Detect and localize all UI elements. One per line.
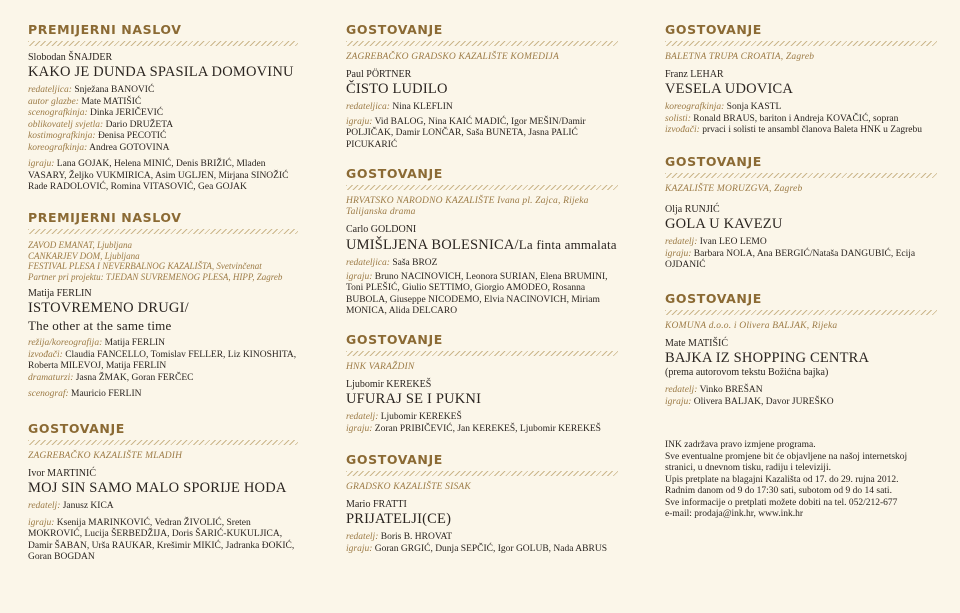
wavy-divider [665, 173, 937, 178]
notice-line: Sve eventualne promjene bit će objavljene na našoj internetskoj [665, 451, 908, 462]
credit-names: Andrea GOTOVINA [89, 142, 170, 153]
credits-list [28, 338, 298, 384]
credit-role: redatelj: [665, 237, 698, 247]
section-header: GOSTOVANJE [665, 154, 762, 169]
cast-list [346, 117, 618, 152]
credit-line [346, 258, 618, 270]
notice-line: stranici, u dnevnom tisku, radiju i televiziji. [665, 463, 831, 473]
notice-line: INK zadržava pravo izmjene programa. [665, 440, 816, 450]
play-title: KAKO JE DUNDA SPASILA DOMOVINU [28, 64, 294, 80]
credit-role: igraju: [665, 396, 692, 407]
subscription-notice [665, 440, 937, 521]
play-title: UFURAJ SE I PUKNI [346, 391, 482, 407]
credits-list [346, 258, 618, 270]
credit-role: redatelj: [665, 385, 698, 395]
section-header: GOSTOVANJE [346, 452, 443, 467]
section-header: GOSTOVANJE [346, 22, 443, 37]
company-name: ZAGREBAČKO GRADSKO KAZALIŠTE KOMEDIJA [346, 52, 559, 62]
wavy-divider [346, 185, 618, 190]
credit-role: izvođači: [28, 349, 63, 360]
notice-line: Radnim danom od 9 do 17:30 sati, subotom od 9 do 14 sati. [665, 486, 892, 496]
company-name: KAZALIŠTE MORUZGVA, Zagreb [665, 184, 803, 194]
credit-names: Mate MATIŠIĆ [81, 96, 142, 107]
wavy-divider [665, 310, 937, 315]
credit-names: Dinka JERIČEVIĆ [90, 108, 164, 118]
credit-names: Saša BROZ [392, 258, 438, 268]
play-author: Mate MATIŠIĆ [665, 338, 729, 349]
wavy-divider [665, 41, 937, 46]
company-name: GRADSKO KAZALIŠTE SISAK [346, 482, 471, 492]
play-author: Carlo GOLDONI [346, 224, 417, 235]
credits-list [665, 237, 937, 272]
cast-list [28, 518, 298, 564]
play-title-italian: La finta ammalata [518, 237, 617, 252]
credit-role: režija/koreografija: [28, 338, 103, 348]
play-title: ČISTO LUDILO [346, 81, 448, 97]
company-line: Partner pri projektu: TJEDAN SUVREMENOG PLESA, HIPP, Zagreb [28, 271, 283, 282]
credit-line [665, 385, 937, 397]
credit-line [28, 143, 298, 155]
section-header: GOSTOVANJE [346, 332, 443, 347]
wavy-divider [346, 351, 618, 356]
credit-role: kostimografkinja: [28, 131, 96, 141]
credit-names: Olivera BALJAK, Davor JUREŠKO [693, 396, 834, 407]
company-line: CANKARJEV DOM, Ljubljana [28, 250, 140, 261]
cast-role: igraju: [28, 159, 55, 169]
play-title: GOLA U KAVEZU [665, 216, 783, 232]
play-author: Slobodan ŠNAJDER [28, 52, 113, 63]
credit-names: Đenisa PECOTIĆ [97, 131, 167, 141]
play-title-main: UMIŠLJENA BOLESNICA/ [346, 237, 519, 253]
credit-line [665, 125, 937, 137]
section-header: PREMIJERNI NASLOV [28, 210, 182, 225]
credits-list [346, 532, 618, 555]
credit-line [346, 412, 618, 424]
credit-names: Janusz KICA [62, 501, 114, 511]
credit-line [28, 338, 298, 350]
credit-role: redateljica: [346, 258, 390, 268]
section-guest-komuna [665, 291, 937, 408]
section-header: GOSTOVANJE [665, 22, 762, 37]
credit-names: Jasna ŽMAK, Goran FERČEC [75, 372, 194, 383]
credit-names: Ljubomir KEREKEŠ [380, 412, 462, 422]
credit-role: redatelj: [28, 501, 61, 511]
section-header: GOSTOVANJE [346, 166, 443, 181]
credit-line [346, 532, 618, 544]
credit-role: redatelj: [346, 532, 379, 542]
play-title [346, 236, 618, 254]
cast-names: Vid BALOG, Nina KAIĆ MADIĆ, Igor MEŠIN/Damir POLJIČAK, Damir LONČAR, Saša BUNETA, Jasna PALIĆ PICUKARIĆ [346, 116, 586, 150]
cast-names: Bruno NACINOVICH, Leonora SURIAN, Elena BRUMINI, Toni PLEŠIĆ, Giulio SETTIMO, Giorgio AMODEO, Rosanna BUBOLA, Giuseppe NICODEMO, Elvia NACINOVICH, Miriam MONICA, Alida DELCARO [346, 271, 608, 316]
credit-names: Goran GRGIĆ, Dunja SEPČIĆ, Igor GOLUB, Nada ABRUS [374, 543, 607, 554]
credit-role: oblikovatelj svjetla: [28, 119, 104, 130]
company-name: ZAGREBAČKO KAZALIŠTE MLADIH [28, 451, 183, 461]
credit-names: Mauricio FERLIN [71, 389, 142, 399]
play-subtitle: (prema autorovom tekstu Božićna bajka) [665, 367, 829, 378]
section-guest-hnk-varazdin [346, 332, 618, 435]
wavy-divider [28, 440, 298, 445]
credit-names: Sonja KASTL [726, 102, 782, 112]
play-author: Matija FERLIN [28, 288, 92, 299]
wavy-divider [346, 41, 618, 46]
credit-role: scenografkinja: [28, 108, 88, 118]
company-line: FESTIVAL PLESA I NEVERBALNOG KAZALIŠTA, Svetvinčenat [28, 261, 262, 271]
credit-line [28, 389, 298, 401]
company-lines [28, 240, 298, 282]
credit-line [665, 114, 937, 126]
credit-names: Snježana BANOVIĆ [74, 85, 155, 95]
cast-list [28, 159, 298, 194]
credit-names: Claudia FANCELLO, Tomislav FELLER, Liz KINOSHITA, Roberta MILEVOJ, Matija FERLIN [28, 349, 297, 371]
section-guest-hnk-rijeka [346, 166, 618, 318]
credit-names: Ronald BRAUS, bariton i Andreja KOVAČIĆ, sopran [693, 113, 899, 124]
section-guest-ballet [665, 22, 937, 137]
credit-role: igraju: [346, 543, 373, 554]
play-author: Ljubomir KEREKEŠ [346, 379, 432, 390]
cast-list [346, 272, 618, 318]
credit-line [28, 108, 298, 120]
credits-list [28, 85, 298, 154]
credit-line [665, 397, 937, 409]
credit-names: Ivan LEO LEMO [699, 237, 767, 247]
cast-names: Lana GOJAK, Helena MINIĆ, Denis BRIŽIĆ, Mladen VASARY, Željko VUKMIRICA, Asim UGLJEN, Mirjana SINOŽIĆ Rade RADOLOVIĆ, Romina VITASOVIĆ, Gea GOJAK [28, 159, 289, 192]
section-guest-zkm [28, 421, 298, 564]
credit-line [665, 237, 937, 249]
credit-names: Vinko BREŠAN [699, 385, 763, 395]
play-title: VESELA UDOVICA [665, 81, 794, 97]
credit-line [28, 501, 298, 513]
cast-role: igraju: [346, 116, 373, 127]
credit-role: dramaturzi: [28, 372, 74, 383]
section-header: PREMIJERNI NASLOV [28, 22, 182, 37]
credits-list [665, 385, 937, 408]
credit-line [28, 85, 298, 97]
company-name: HNK VARAŽDIN [346, 362, 415, 372]
credit-names: Zoran PRIBIČEVIĆ, Jan KEREKEŠ, Ljubomir KEREKEŠ [374, 423, 601, 434]
company-subtitle: Talijanska drama [346, 207, 416, 217]
play-title: ISTOVREMENO DRUGI/ [28, 300, 189, 316]
play-author: Mario FRATTI [346, 499, 407, 510]
play-title-translation: The other at the same time [28, 318, 172, 333]
credit-role: scenograf: [28, 389, 69, 399]
play-title: BAJKA IZ SHOPPING CENTRA [665, 350, 870, 366]
credit-role: redatelj: [346, 412, 379, 422]
credit-line [665, 249, 937, 272]
section-guest-sisak [346, 452, 618, 555]
play-title: PRIJATELJI(CE) [346, 511, 452, 527]
credit-names: Dario DRUŽETA [105, 119, 174, 130]
section-premiere-1 [28, 22, 298, 194]
section-header: GOSTOVANJE [665, 291, 762, 306]
notice-line: Sve informacije o pretplati možete dobiti na tel. 052/212-677 [665, 497, 898, 508]
contact-line[interactable]: e-mail: prodaja@ink.hr, www.ink.hr [665, 509, 804, 519]
credit-line [346, 544, 618, 556]
section-header: GOSTOVANJE [28, 421, 125, 436]
credit-role: redateljica: [346, 102, 390, 112]
credit-role: igraju: [346, 423, 373, 434]
credit-line [28, 373, 298, 385]
credits-list [28, 501, 298, 513]
notice-line: Upis pretplate na blagajni Kazališta od 17. do 29. rujna 2012. [665, 474, 899, 485]
wavy-divider [28, 41, 298, 46]
wavy-divider [28, 229, 298, 234]
credit-line [28, 131, 298, 143]
cast-role: igraju: [346, 271, 373, 282]
credits-list [346, 102, 618, 114]
play-title: MOJ SIN SAMO MALO SPORIJE HODA [28, 480, 287, 496]
play-author: Ivor MARTINIĆ [28, 468, 97, 479]
credit-names: Matija FERLIN [104, 338, 166, 348]
credit-role: izvođači: [665, 125, 700, 135]
credits-list [665, 102, 937, 137]
credit-role: solisti: [665, 113, 691, 124]
credit-line [346, 102, 618, 114]
credit-line [665, 102, 937, 114]
credit-names: Boris B. HROVAT [380, 532, 453, 542]
company-name: KOMUNA d.o.o. i Olivera BALJAK, Rijeka [665, 321, 838, 331]
play-author: Paul PÖRTNER [346, 69, 412, 80]
cast-role: igraju: [28, 517, 55, 528]
credit-line [346, 424, 618, 436]
credit-names: Barbara NOLA, Ana BERGIĆ/Nataša DANGUBIĆ, Ecija OJDANIĆ [665, 248, 916, 270]
credit-line [28, 97, 298, 109]
section-premiere-2 [28, 210, 298, 401]
section-guest-komedija [346, 22, 618, 151]
credit-names: prvaci i solisti te ansambl članova Baleta HNK u Zagrebu [702, 125, 922, 135]
credit-role: redateljica: [28, 85, 72, 95]
wavy-divider [346, 471, 618, 476]
section-guest-moruzgva [665, 154, 937, 272]
credits-list [346, 412, 618, 435]
company-line: ZAVOD EMANAT, Ljubljana [28, 240, 133, 250]
play-author: Olja RUNJIĆ [665, 204, 720, 215]
credit-role: igraju: [665, 248, 692, 259]
credit-line [28, 120, 298, 132]
company-name: HRVATSKO NARODNO KAZALIŠTE Ivana pl. Zajca, Rijeka [346, 196, 589, 206]
cast-names: Ksenija MARINKOVIĆ, Vedran ŽIVOLIĆ, Sreten MOKROVIĆ, Lucija ŠERBEDŽIJA, Doris ŠARIĆ-KUKULJICA, Damir ŠABAN, Urša RAUKAR, Krešimir MIKIĆ, Jadranka ĐOKIĆ, Goran BOGDAN [28, 517, 295, 562]
credit-line [28, 350, 298, 373]
credit-role: autor glazbe: [28, 96, 79, 107]
credit-names: Nina KLEFLIN [392, 102, 453, 112]
credit-role: koreografkinja: [665, 102, 725, 112]
credit-role: koreografkinja: [28, 142, 88, 153]
play-author: Franz LEHAR [665, 69, 724, 80]
company-name: BALETNA TRUPA CROATIA, Zagreb [665, 52, 815, 62]
